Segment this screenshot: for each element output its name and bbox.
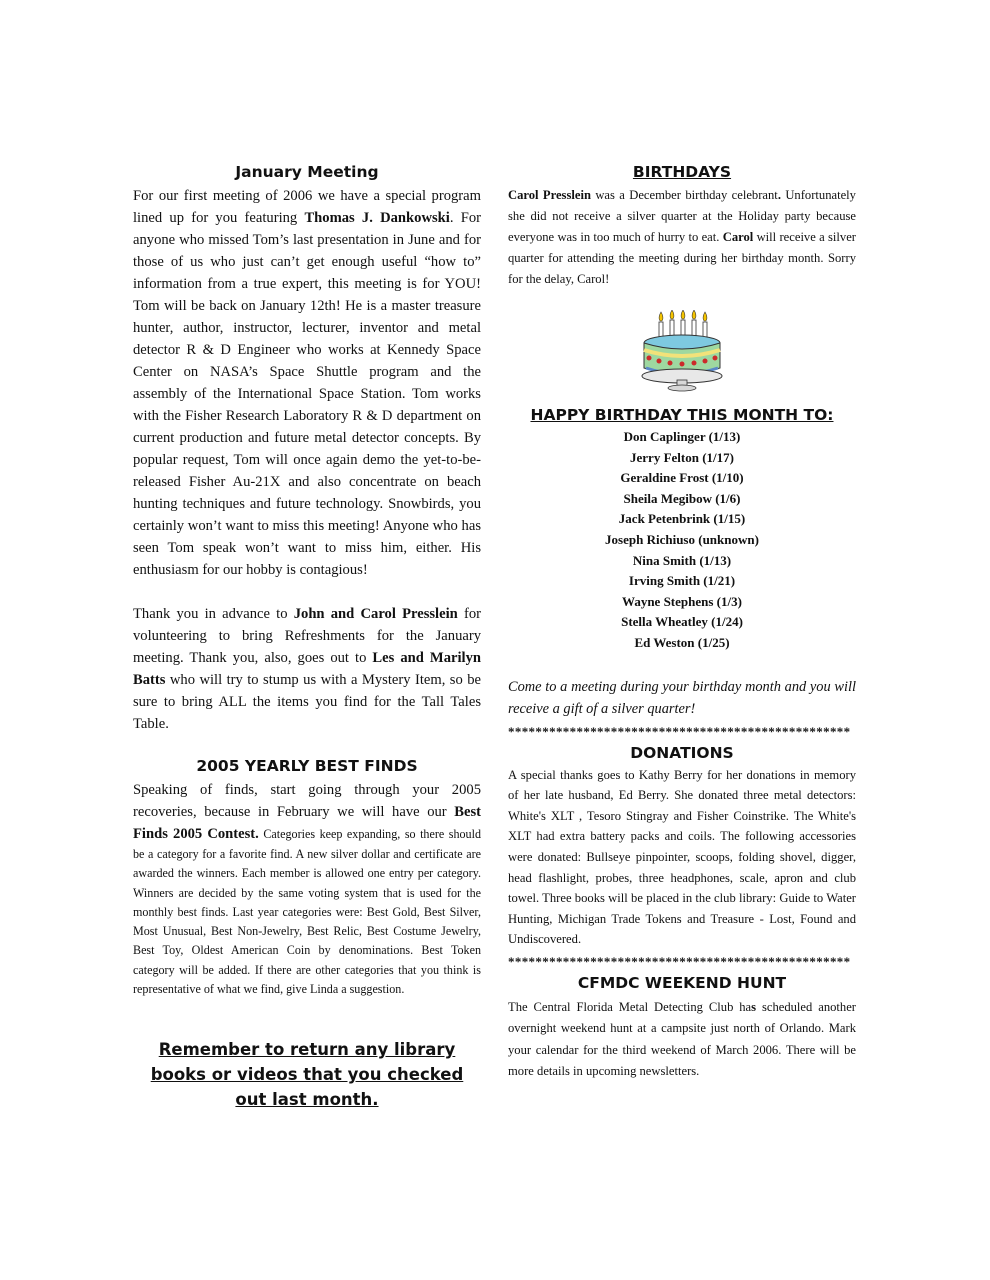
- candle-flames: [659, 310, 707, 321]
- birthday-cake-image: [637, 310, 727, 392]
- january-meeting-paragraph-2: Thank you in advance to John and Carol Presslein for volunteering to bring Refreshments for the January meeting. Thank you, also, goes out to Les and Marilyn Batts who will try to stump us with a Mystery Item, so be sure to bring ALL the items you find for the Tall Tales Table.: [133, 606, 481, 732]
- separator-stars: **************************************************: [508, 723, 851, 738]
- weekend-hunt-paragraph: The Central Florida Metal Detecting Club has scheduled another overnight weekend hunt at a campsite just north of Orlando. Mark your calendar for the third weekend of March 2006. There will be more details in upcoming newsletters.: [508, 999, 856, 1079]
- birthday-list-item: Jack Petenbrink (1/15): [618, 511, 746, 527]
- birthday-list-item: Nina Smith (1/13): [632, 552, 732, 568]
- birthday-list-item: Ed Weston (1/25): [634, 634, 730, 650]
- left-column: [133, 163, 481, 1112]
- birthday-list-item: Wayne Stephens (1/3): [622, 593, 742, 609]
- january-meeting-paragraph-1: For our first meeting of 2006 we have a special program lined up for you featuring Thomas J. Dankowski. For anyone who missed Tom’s last presentation in June and for those of us who just can’t get enough useful “how to” information from a true expert, this meeting is for YOU! Tom will be back on January 12th! He is a master treasure hunter, author, instructor, lecturer, inventor and metal detector R & D Engineer who works at Kennedy Space Center on NASA’s Space Shuttle program and the assembly of the International Space Station. Tom works with the Fisher Research Laboratory R & D department on current production and future metal detector concepts. By popular request, Tom will once again demo the yet-to-be-released Fisher Au-21X and also concentrate on beach hunting techniques and future technology. Snowbirds, you certainly won’t want to miss this meeting! Anyone who has seen Tom speak won’t want to miss him, either. His enthusiasm for our hobby is contagious!: [133, 188, 481, 578]
- donations-heading: DONATIONS: [630, 743, 734, 762]
- best-finds-paragraph: [133, 779, 481, 999]
- weekend-hunt-heading: CFMDC WEEKEND HUNT: [577, 973, 787, 992]
- birthday-list-item: Geraldine Frost (1/10): [620, 470, 744, 486]
- birthday-list-item: Joseph Richiuso (unknown): [605, 531, 759, 547]
- best-finds-heading: 2005 YEARLY BEST FINDS: [196, 757, 418, 775]
- right-column: [508, 163, 856, 1083]
- donations-paragraph: A special thanks goes to Kathy Berry for her donations in memory of her late husband, Ed Berry. She donated three metal detectors: White's XLT , Tesoro Stingray and Fisher Coinstrike. The White's XLT had extra battery packs and coils. The following accessories were donated: Bullseye pinpointer, scoops, folding shovel, digger, head flashlight, probes, three headphones, scale, apron and club towel. Three books will be placed in the club library: Guide to Water Hunting, Michigan Trade Tokens and Treasure - Lost, Found and Undiscovered.: [508, 767, 856, 947]
- birthday-list-item: Irving Smith (1/21): [628, 573, 736, 589]
- birthday-list: [508, 427, 856, 654]
- birthdays-heading: BIRTHDAYS: [632, 163, 732, 181]
- best-finds-body: Categories keep expanding, so there should be a category for a favorite find. A new silver dollar and certificate are awarded the winners. Each member is allowed one entry per category. Winners are decided by the same voting system that is used for the monthly best finds. Last year categories were: Best Gold, Best Silver, Most Unusual, Best Non-Jewelry, Best Relic, Best Costume Jewelry, Best Toy, Oldest American Coin by denominations. Best Token category will be added. If there are other categories that you think is representative of what we find, give Linda a suggestion.: [133, 827, 482, 997]
- birthday-list-item: Sheila Megibow (1/6): [623, 490, 741, 506]
- birthday-month-heading: HAPPY BIRTHDAY THIS MONTH TO:: [530, 406, 834, 424]
- separator-stars: **************************************************: [508, 953, 851, 968]
- birthday-gift-note: Come to a meeting during your birthday month and you will receive a gift of a silver quarter!: [508, 678, 856, 717]
- birthday-list-item: Stella Wheatley (1/24): [621, 614, 743, 630]
- birthdays-paragraph: Carol Presslein was a December birthday celebrant. Unfortunately she did not receive a silver quarter at the Holiday party because everyone was in too much of hurry to eat. Carol will receive a silver quarter for attending the meeting during her birthday month. Sorry for the delay, Carol!: [508, 188, 856, 286]
- birthday-list-item: Don Caplinger (1/13): [623, 429, 741, 444]
- best-finds-intro: Speaking of finds, start going through your 2005 recoveries, because in February we will have our Best Finds 2005 Contest.: [133, 782, 481, 842]
- january-meeting-heading: January Meeting: [235, 163, 379, 181]
- library-reminder: Remember to return any library books or videos that you checked out last month.: [150, 1040, 464, 1110]
- birthday-list-item: Jerry Felton (1/17): [630, 449, 734, 465]
